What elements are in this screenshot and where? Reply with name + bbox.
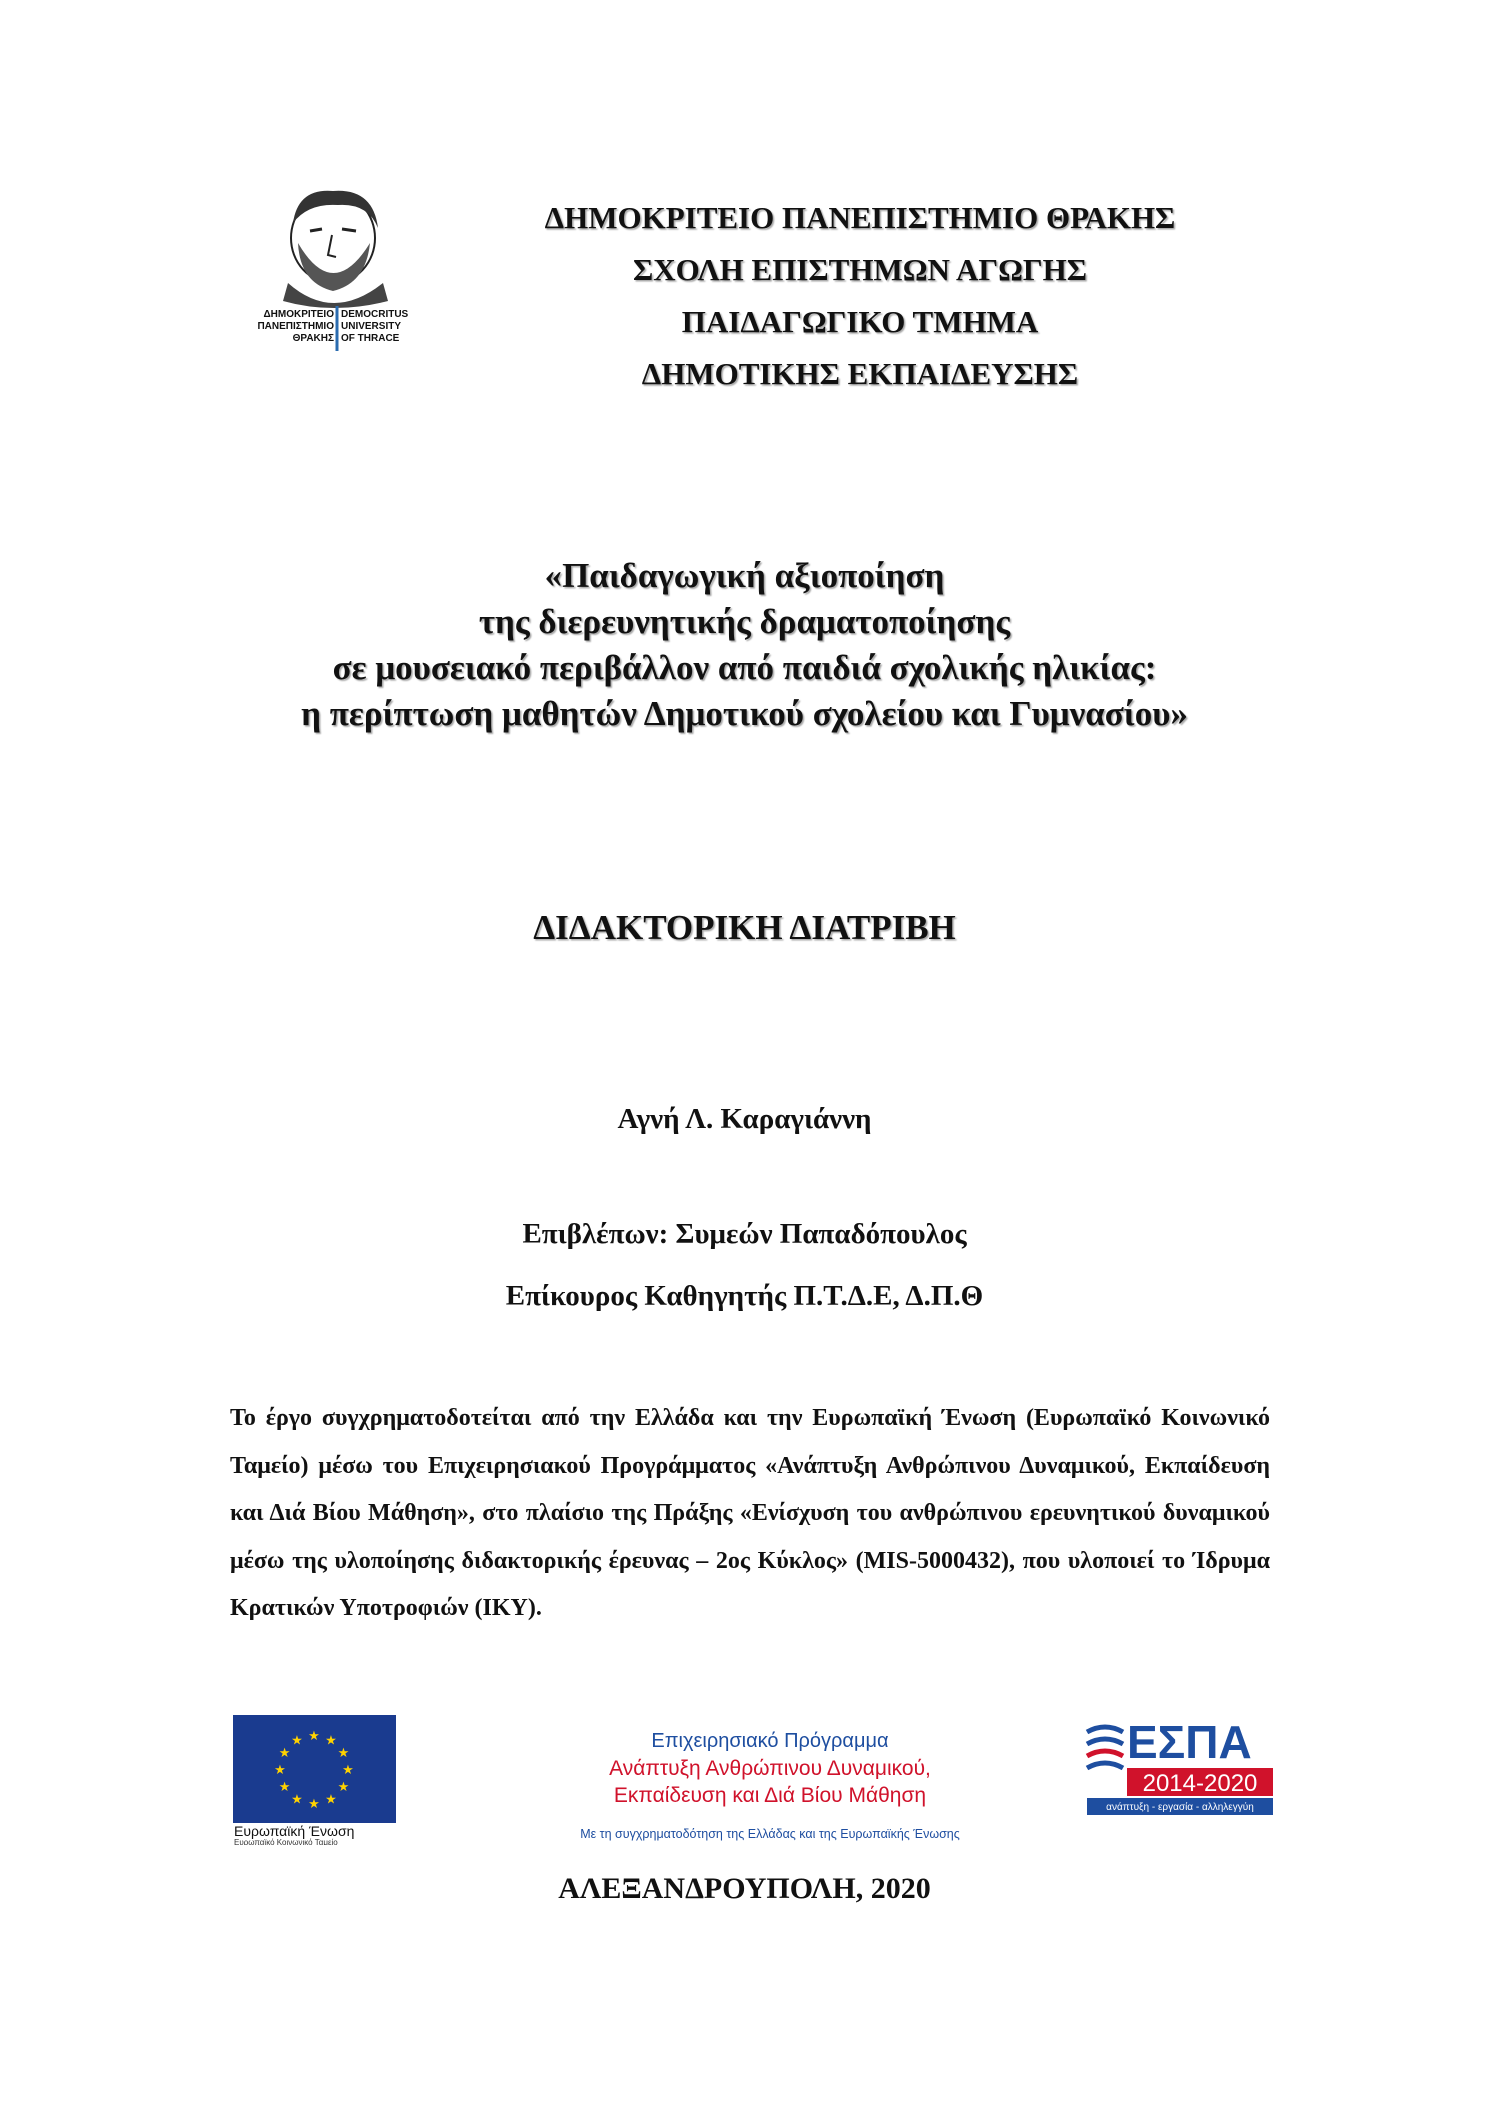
university-name: ΔΗΜΟΚΡΙΤΕΙΟ ΠΑΝΕΠΙΣΤΗΜΙΟ ΘΡΑΚΗΣ <box>544 200 1176 235</box>
democritus-bust-icon <box>238 183 438 353</box>
eu-star-icon: ★ <box>308 1728 320 1743</box>
espa-years: 2014-2020 <box>1142 1770 1258 1797</box>
eu-star-icon: ★ <box>291 1791 303 1807</box>
eu-star-icon: ★ <box>337 1745 350 1760</box>
uni-logo-en-line1: DEMOCRITUS <box>341 309 409 320</box>
uni-logo-en-line2: UNIVERSITY <box>341 321 402 332</box>
op-logo-footer: Με τη συγχρηματοδότηση της Ελλάδας και της Ευρωπαϊκής Ένωσης <box>580 1827 960 1841</box>
op-logo-line3: Εκπαίδευση και Διά Βίου Μάθηση <box>613 1784 927 1807</box>
title-line-1: «Παιδαγωγική αξιοποίηση <box>544 556 945 595</box>
university-logo <box>238 183 438 353</box>
espa-wave-icon <box>1087 1727 1123 1768</box>
thesis-title <box>160 553 1329 737</box>
eu-star-icon: ★ <box>325 1791 337 1807</box>
title-line-4: η περίπτωση μαθητών Δημοτικού σχολείου και Γυμνασίου» <box>301 694 1188 733</box>
author-name: Αγνή Λ. Καραγιάννη <box>617 1103 872 1135</box>
place-and-year: ΑΛΕΞΑΝΔΡΟΥΠΟΛΗ, 2020 <box>558 1872 931 1905</box>
uni-logo-en-line3: OF THRACE <box>341 333 400 344</box>
eu-star-icon: ★ <box>342 1762 354 1777</box>
op-logo-line2: Ανάπτυξη Ανθρώπινου Δυναμικού, <box>609 1757 931 1780</box>
espa-logo <box>1085 1712 1275 1822</box>
eu-logo-sublabel: Ευρωπαϊκό Κοινωνικό Ταμείο <box>234 1838 338 1845</box>
eu-star-icon: ★ <box>325 1732 337 1748</box>
subdepartment-name: ΔΗΜΟΤΙΚΗΣ ΕΚΠΑΙΔΕΥΣΗΣ <box>641 356 1079 391</box>
eu-star-icon: ★ <box>337 1779 350 1794</box>
eu-star-icon: ★ <box>308 1796 320 1811</box>
op-logo-line1: Επιχειρησιακό Πρόγραμμα <box>651 1730 889 1752</box>
operational-programme-logo <box>510 1725 1030 1845</box>
eu-flag-icon <box>233 1715 398 1845</box>
uni-logo-gr-line1: ΔΗΜΟΚΡΙΤΕΙΟ <box>263 309 334 320</box>
eu-star-icon: ★ <box>291 1732 303 1748</box>
eu-star-icon: ★ <box>274 1762 286 1777</box>
funding-statement: Το έργο συγχρηματοδοτείται από την Ελλάδα και την Ευρωπαϊκή Ένωση (Ευρωπαϊκό Κοινωνικό Ταμείο) μέσω του Επιχειρησιακού Προγράμματος «Ανάπτυξη Ανθρώπινου Δυναμικού, Εκπαίδευση και Διά Βίου Μάθηση», στο πλαίσιο της Πράξης «Ενίσχυση του ανθρώπινου ερευνητικού δυναμικού μέσω της υλοποίησης διδακτορικής έρευνας – 2ος Κύκλος» (MIS-5000432), που υλοποιεί το Ίδρυμα Κρατικών Υποτροφιών (ΙΚΥ). <box>230 1405 1270 1621</box>
espa-tagline: ανάπτυξη - εργασία - αλληλεγγύη <box>1106 1802 1254 1813</box>
title-line-2: της διερευνητικής δραματοποίησης <box>478 602 1011 641</box>
institution-header <box>440 192 1280 400</box>
uni-logo-gr-line2: ΠΑΝΕΠΙΣΤΗΜΙΟ <box>257 321 334 332</box>
document-type: ΔΙΔΑΚΤΟΡΙΚΗ ΔΙΑΤΡΙΒΗ <box>533 908 956 947</box>
supervisor-title: Επίκουρος Καθηγητής Π.Τ.Δ.Ε, Δ.Π.Θ <box>505 1280 984 1312</box>
school-name: ΣΧΟΛΗ ΕΠΙΣΤΗΜΩΝ ΑΓΩΓΗΣ <box>632 252 1088 287</box>
eu-logo <box>233 1715 398 1845</box>
eu-star-icon: ★ <box>278 1745 291 1760</box>
department-name: ΠΑΙΔΑΓΩΓΙΚΟ ΤΜΗΜΑ <box>681 304 1039 339</box>
uni-logo-gr-line3: ΘΡΑΚΗΣ <box>292 333 334 344</box>
eu-star-icon: ★ <box>278 1779 291 1794</box>
supervisor-name: Επιβλέπων: Συμεών Παπαδόπουλος <box>522 1218 967 1250</box>
eu-logo-label: Ευρωπαϊκή Ένωση <box>234 1823 355 1839</box>
espa-name: ΕΣΠΑ <box>1127 1716 1252 1768</box>
title-line-3: σε μουσειακό περιβάλλον από παιδιά σχολικής ηλικίας: <box>332 648 1157 687</box>
